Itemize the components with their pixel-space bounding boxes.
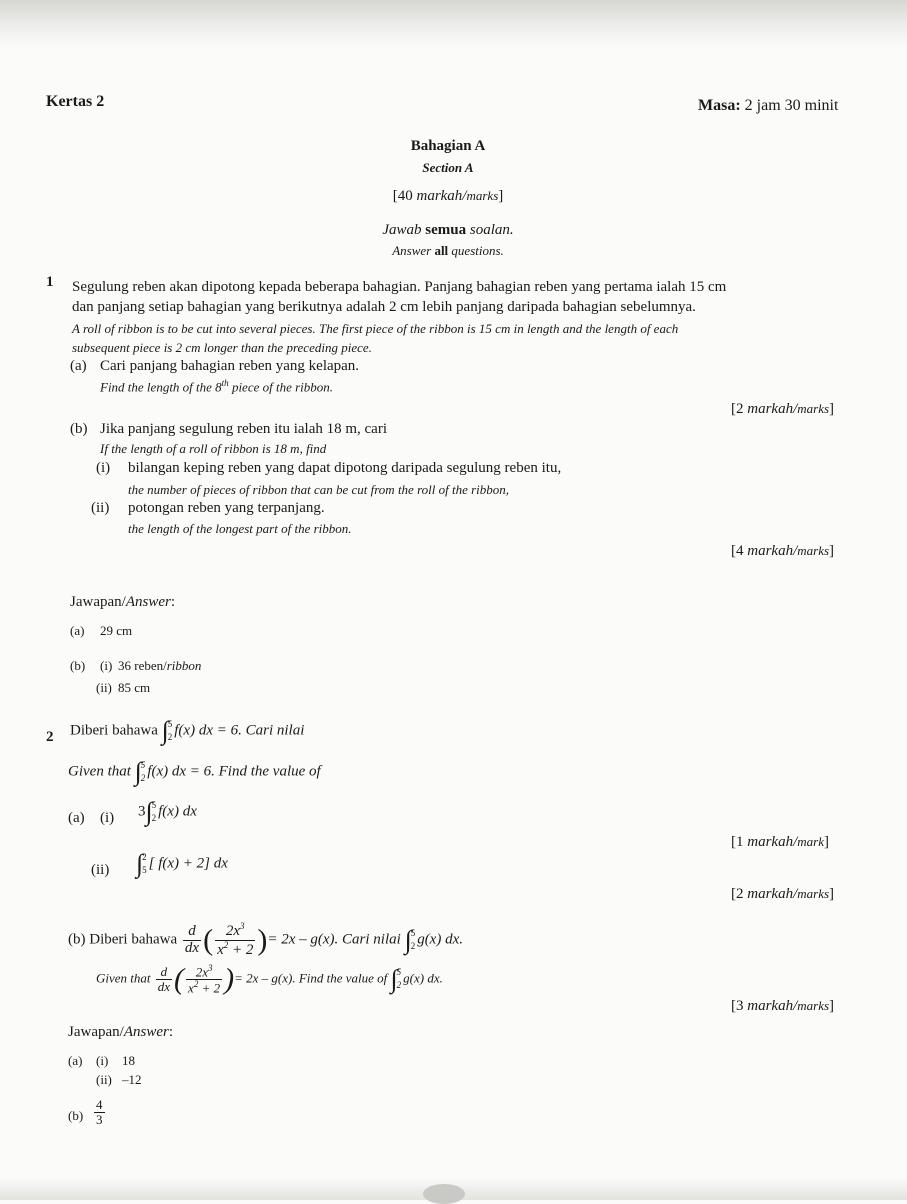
- q2b-ms: (b) Diberi bahawa $\frac{d}{dx}$ ( $\frac{2x^3}{x^2 + 2}$ )= 2x – g(x). Cari nilai ∫ 5 2 g(x) dx.: [68, 921, 463, 958]
- q1b-marks: [4 markah/marks]: [731, 543, 835, 559]
- q2-answer-b: $\frac{4}{3}$: [96, 1097, 103, 1127]
- q2-answer-b-label: (b): [68, 1108, 84, 1123]
- instruction-ms: Jawab semua soalan.: [382, 222, 514, 238]
- section-title-ms: Bahagian A: [410, 138, 486, 154]
- q2-answer-ai: 18: [122, 1053, 135, 1068]
- section-marks: [40 markah/marks]: [392, 188, 504, 204]
- q1bi-text-ms: bilangan keping reben yang dapat dipotong daripada segulung reben itu,: [128, 460, 562, 476]
- q2a-label: (a): [68, 810, 85, 826]
- q2ai-label: (i): [100, 810, 115, 826]
- q2b-marks: [3 markah/marks]: [731, 998, 835, 1014]
- time-value: 2 jam 30 minit: [744, 97, 839, 114]
- integral-sign: ∫: [134, 757, 142, 786]
- q1-answer-bi: 36 reben/ribbon: [118, 658, 202, 673]
- q1-answer-a-label: (a): [70, 623, 85, 638]
- q2-stem-en: Given that ∫ 5 2 f(x) dx = 6. Find the value of: [68, 757, 321, 786]
- q2-answer-ai-label: (i): [96, 1053, 109, 1068]
- q1bi-text-en: the number of pieces of ribbon that can be cut from the roll of the ribbon,: [128, 482, 510, 497]
- q2b-label: (b): [68, 931, 86, 948]
- q2-stem-ms: Diberi bahawa ∫ 5 2 f(x) dx = 6. Cari nilai: [70, 716, 305, 745]
- q1bii-text-ms: potongan reben yang terpanjang.: [128, 500, 325, 516]
- integral-sign: ∫: [390, 964, 398, 994]
- q1b-label: (b): [70, 421, 88, 437]
- q1b-text-ms: Jika panjang segulung reben itu ialah 18 m, cari: [100, 421, 387, 437]
- time-allowed: [698, 97, 838, 115]
- integral-sign: ∫: [136, 849, 144, 878]
- integral-sign: ∫: [161, 716, 169, 745]
- q1-answer-heading: Jawapan/Answer:: [70, 594, 175, 610]
- scan-edge-top: [0, 0, 907, 46]
- paper-title: Kertas 2: [46, 93, 105, 110]
- time-label: Masa:: [698, 97, 741, 114]
- q1bii-label: (ii): [91, 500, 110, 516]
- section-title-en: Section A: [422, 160, 474, 175]
- q2ai-marks: [1 markah/mark]: [731, 834, 829, 850]
- q1a-text-en: Find the length of the 8th piece of the ribbon.: [100, 378, 334, 395]
- integral-sign: ∫: [145, 797, 153, 826]
- q1a-text-ms: Cari panjang bahagian reben yang kelapan.: [100, 358, 360, 374]
- q2b-en: Given that $\frac{d}{dx}$ ( $\frac{2x^3}{x^2 + 2}$ )= 2x – g(x). Find the value of ∫ 5 2 g(x) dx.: [96, 962, 443, 996]
- q2aii-marks: [2 markah/marks]: [731, 886, 835, 902]
- q2-answer-aii-label: (ii): [96, 1072, 112, 1087]
- q1-stem-en-line1: A roll of ribbon is to be cut into several pieces. The first piece of the ribbon is 15 cm in length and the length of each: [72, 321, 679, 336]
- q2-answer-a-label: (a): [68, 1053, 83, 1068]
- q1-answer-a: 29 cm: [100, 623, 133, 638]
- q1-answer-bii-label: (ii): [96, 680, 112, 695]
- q2-answer-aii: –12: [122, 1072, 142, 1087]
- q1a-marks: [2 markah/marks]: [731, 401, 835, 417]
- q2aii-expression: ∫ 2 5 [ f(x) + 2] dx: [136, 849, 228, 878]
- q1-answer-b-label: (b): [70, 658, 86, 673]
- question-2-number: 2: [46, 729, 54, 745]
- q1bii-text-en: the length of the longest part of the ribbon.: [128, 521, 352, 536]
- q1-stem-ms-line2: dan panjang setiap bahagian yang berikutnya adalah 2 cm lebih panjang daripada bahagian sebelumnya.: [72, 299, 696, 315]
- q2ai-expression: 3∫ 5 2 f(x) dx: [138, 797, 197, 826]
- instruction-en: Answer all questions.: [392, 243, 504, 258]
- q1-stem-en-line2: subsequent piece is 2 cm longer than the preceding piece.: [72, 340, 372, 355]
- q1-stem-ms-line1: Segulung reben akan dipotong kepada beberapa bahagian. Panjang bahagian reben yang pertama ialah 15 cm: [72, 279, 727, 295]
- q2-answer-heading: Jawapan/Answer:: [68, 1024, 173, 1040]
- q2aii-label: (ii): [91, 862, 110, 878]
- q1-answer-bii: 85 cm: [118, 680, 151, 695]
- integral-sign: ∫: [404, 925, 412, 955]
- page-number-tab: [423, 1184, 465, 1204]
- q1b-text-en: If the length of a roll of ribbon is 18 m, find: [100, 441, 327, 456]
- q1-answer-bi-label: (i): [100, 658, 113, 673]
- question-1-number: 1: [46, 274, 54, 290]
- q1a-label: (a): [70, 358, 87, 374]
- q1bi-label: (i): [96, 460, 111, 476]
